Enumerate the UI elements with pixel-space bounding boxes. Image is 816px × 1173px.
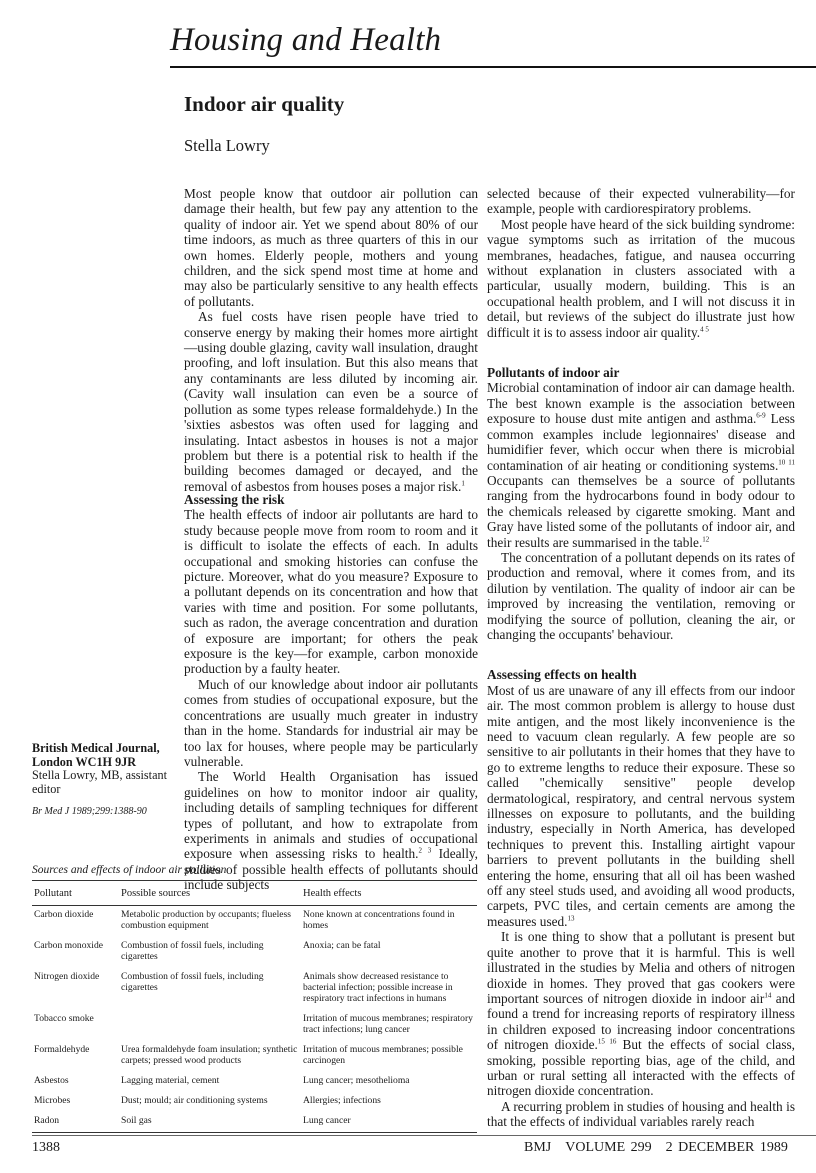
- paragraph: As fuel costs have risen people have tried to conserve energy by making their homes more airtight—using double glazing, cavity wall insulation, draught proofing, and loft insulation. But this also means that any contaminants are less diluted by incoming air. (Cavity wall insulation can even be a source of pollution as some types release formaldehyde.) In the 'sixties asbestos was often used for lagging and insulating. Intact asbestos in houses is not a major problem but there is a potential risk to health if the building becomes damaged or decayed, and the removal of asbestos from houses poses a major risk.$^1$: [184, 309, 478, 494]
- paragraph: It is one thing to show that a pollutant is present but quite another to prove that it is harmful. This is well illustrated in the studies by Melia and others of nitrogen dioxide in homes. They proved that gas cookers were important sources of nitrogen dioxide in indoor air$^{14}$ and found a trend for increasing reports of respiratory illness in children exposed to increasing indoor concentrations of nitrogen dioxide.$^{15 16}$ But the effects of social class, smoking, possible reporting bias, age of the child, and urban or rural setting all interacted with the effects of nitrogen dioxide concentration.: [487, 929, 796, 1099]
- affiliation-address: London WC1H 9JR: [32, 754, 137, 769]
- reference: 2 3: [418, 846, 432, 855]
- column-2: [487, 186, 795, 1130]
- table-cell: Lagging material, cement: [121, 1075, 220, 1086]
- author-affiliation: [32, 742, 172, 819]
- reference: 1: [461, 479, 465, 488]
- column-header: Possible sources: [119, 881, 301, 906]
- table-cell: Formaldehyde: [34, 1044, 90, 1055]
- paragraph: Most people know that outdoor air pollution can damage their health, but few pay any attention to the quality of indoor air. Yet we spend about 80% of our time indoors, as much as three quarters of this in our own homes. Elderly people, mothers and young children, and the sick spend most time at home and may also be particularly sensitive to any health effects of pollutants.: [184, 186, 478, 309]
- journal-volume: VOLUME 299: [565, 1140, 652, 1155]
- reference: 15 16: [597, 1037, 617, 1046]
- paragraph: selected because of their expected vulnerability—for example, people with cardiorespiratory problems.: [487, 186, 795, 217]
- column-header: Health effects: [301, 881, 477, 906]
- page-number: 1388: [32, 1140, 60, 1155]
- table-cell: None known at concentrations found in homes: [303, 909, 455, 931]
- reference: 14: [764, 991, 772, 1000]
- paragraph: Most of us are unaware of any ill effects from our indoor air. The most common problem is allergy to house dust mite antigen, and the most likely inconvenience is the need to vacuum clean regularly. A few people are so sensitive to air pollutants in their homes that they have to go to extreme lengths to reduce their exposure. These so called "chemically sensitive" people develop dermatological, respiratory, and central nervous system illnesses on exposure to pollutants, and the building industry, especially in North America, has developed techniques to prevent this. Installing airtight vapour barriers to prevent pollutants in the building shell entering the home, ensuring that all oil has been washed off any steel studs used, and avoiding all wood products, carpets, PVC tiles, and certain cements are among the measures used.$^{13}$: [487, 682, 795, 929]
- paragraph: Microbial contamination of indoor air can damage health. The best known example is the association between exposure to house dust mite antigen and asthma.$^{6-9}$ Less common examples include legionnaires' disease and humidifier fever, which occur when there is microbial contamination of air heating or conditioning systems.$^{10 11}$ Occupants can themselves be a source of pollutants ranging from the hydrocarbons found in body odour to the chemicals released by cigarette smoking. Mant and Gray have listed some of the pollutants of indoor air, and their results are summarised in the table.$^{12}$: [487, 380, 795, 550]
- table-cell: Allergies; infections: [303, 1095, 381, 1106]
- column-1: [184, 186, 478, 494]
- table-cell: [119, 1010, 301, 1041]
- table-cell: Animals show decreased resistance to bacterial infection; possible increase in respiratory tract infections in humans: [303, 971, 453, 1004]
- journal-footer: [524, 1140, 802, 1156]
- table-cell: Radon: [34, 1115, 60, 1126]
- header-rule: [170, 66, 816, 68]
- table-cell: Soil gas: [121, 1115, 152, 1126]
- citation: Br Med J 1989;299:1388-90: [32, 806, 147, 818]
- reference: 6-9: [756, 411, 766, 420]
- table-cell: Metabolic production by occupants; flueless combustion equipment: [121, 909, 291, 931]
- table-row: [32, 1041, 477, 1072]
- table-cell: Nitrogen dioxide: [34, 971, 100, 982]
- pollution-table: [32, 880, 477, 1133]
- affiliation-person: Stella Lowry, MB, assistant editor: [32, 768, 167, 796]
- column-1-lower: [184, 492, 478, 893]
- article-title: Indoor air quality: [184, 92, 345, 116]
- paragraph: The health effects of indoor air pollutants are hard to study because people move from room to room and it is difficult to isolate the effects of each. In adults occupational and smoking histories can confuse the picture. Moreover, what do you measure? Exposure to a pollutant depends on its concentration and how that varies with time and position. For some pollutants, such as radon, the average concentration and duration of exposure are important; for others the peak exposure is the key—for example, carbon monoxide production by a faulty heater.: [184, 507, 478, 677]
- table-cell: Carbon monoxide: [34, 940, 104, 951]
- journal-date: 2 DECEMBER 1989: [665, 1140, 788, 1155]
- paragraph: The concentration of a pollutant depends on its rates of production and removal, where it comes from, and its dilution by ventilation. The quality of indoor air can be improved by increasing the ventilation, removing or modifying the source of pollution, cleaning the air, or changing the occupants' behaviour.: [487, 549, 795, 642]
- table-cell: Asbestos: [34, 1075, 69, 1086]
- table-cell: Anoxia; can be fatal: [303, 940, 381, 951]
- section-title: Housing and Health: [170, 22, 442, 58]
- table-caption: Sources and effects of indoor air pollution: [32, 864, 227, 876]
- table-row: [32, 1010, 477, 1041]
- reference: 12: [702, 535, 710, 544]
- journal-name: BMJ: [524, 1140, 552, 1155]
- table-cell: Carbon dioxide: [34, 909, 94, 920]
- table-cell: Lung cancer: [303, 1115, 351, 1126]
- paragraph: Much of our knowledge about indoor air pollutants comes from studies of occupational exposure, but the concentrations are usually much greater in industry than in the home. Standards for industrial air may be too lax for houses, where people may be particularly vulnerable.: [184, 676, 478, 769]
- table-cell: Combustion of fossil fuels, including cigarettes: [121, 971, 264, 993]
- subheading: Assessing effects on health: [487, 667, 637, 683]
- table-cell: Irritation of mucous membranes; respiratory tract infections; lung cancer: [303, 1013, 473, 1035]
- table-row: [32, 906, 477, 938]
- table-cell: Dust; mould; air conditioning systems: [121, 1095, 268, 1106]
- reference: 13: [567, 914, 575, 923]
- subheading: Assessing the risk: [184, 492, 285, 507]
- table-row: [32, 1092, 477, 1112]
- table-cell: Lung cancer; mesothelioma: [303, 1075, 410, 1086]
- table-row: [32, 937, 477, 968]
- affiliation-journal: British Medical Journal,: [32, 741, 160, 755]
- table-cell: Urea formaldehyde foam insulation; synthetic carpets; pressed wood products: [121, 1044, 298, 1066]
- reference: 4 5: [700, 325, 709, 334]
- paragraph: Most people have heard of the sick building syndrome: vague symptoms such as irritation of the mucous membranes, headaches, fatigue, and nausea occurring without explanation in clusters associated with a particular, usually modern, building. This is an occupational health problem, and I will not discuss it in detail, but reviews of the subject do illustrate just how difficult it is to assess indoor air quality.$^{4 5}$: [487, 216, 795, 340]
- column-header: Pollutant: [32, 881, 119, 906]
- reference: 10 11: [778, 458, 795, 467]
- table-cell: Irritation of mucous membranes; possible carcinogen: [303, 1044, 463, 1066]
- footer-rule: [32, 1135, 816, 1136]
- table-cell: Combustion of fossil fuels, including cigarettes: [121, 940, 264, 962]
- paragraph: A recurring problem in studies of housing and health is that the effects of individual variables rarely reach: [487, 1098, 795, 1130]
- subheading: Pollutants of indoor air: [487, 365, 620, 381]
- table-cell: Tobacco smoke: [34, 1013, 94, 1024]
- paragraph: The World Health Organisation has issued guidelines on how to monitor indoor air quality, including details of sampling techniques for different types of pollutant, and how to extrapolate from experiments in animals and studies of occupational exposure when assessing risks to health.$^{2 3}$ Ideally, studies of possible health effects of pollutants should include subjects: [184, 769, 479, 893]
- table-row: [32, 968, 477, 1010]
- article-author: Stella Lowry: [184, 136, 270, 155]
- table-row: [32, 1112, 477, 1132]
- table-row: [32, 1072, 477, 1092]
- table-cell: Microbes: [34, 1095, 71, 1106]
